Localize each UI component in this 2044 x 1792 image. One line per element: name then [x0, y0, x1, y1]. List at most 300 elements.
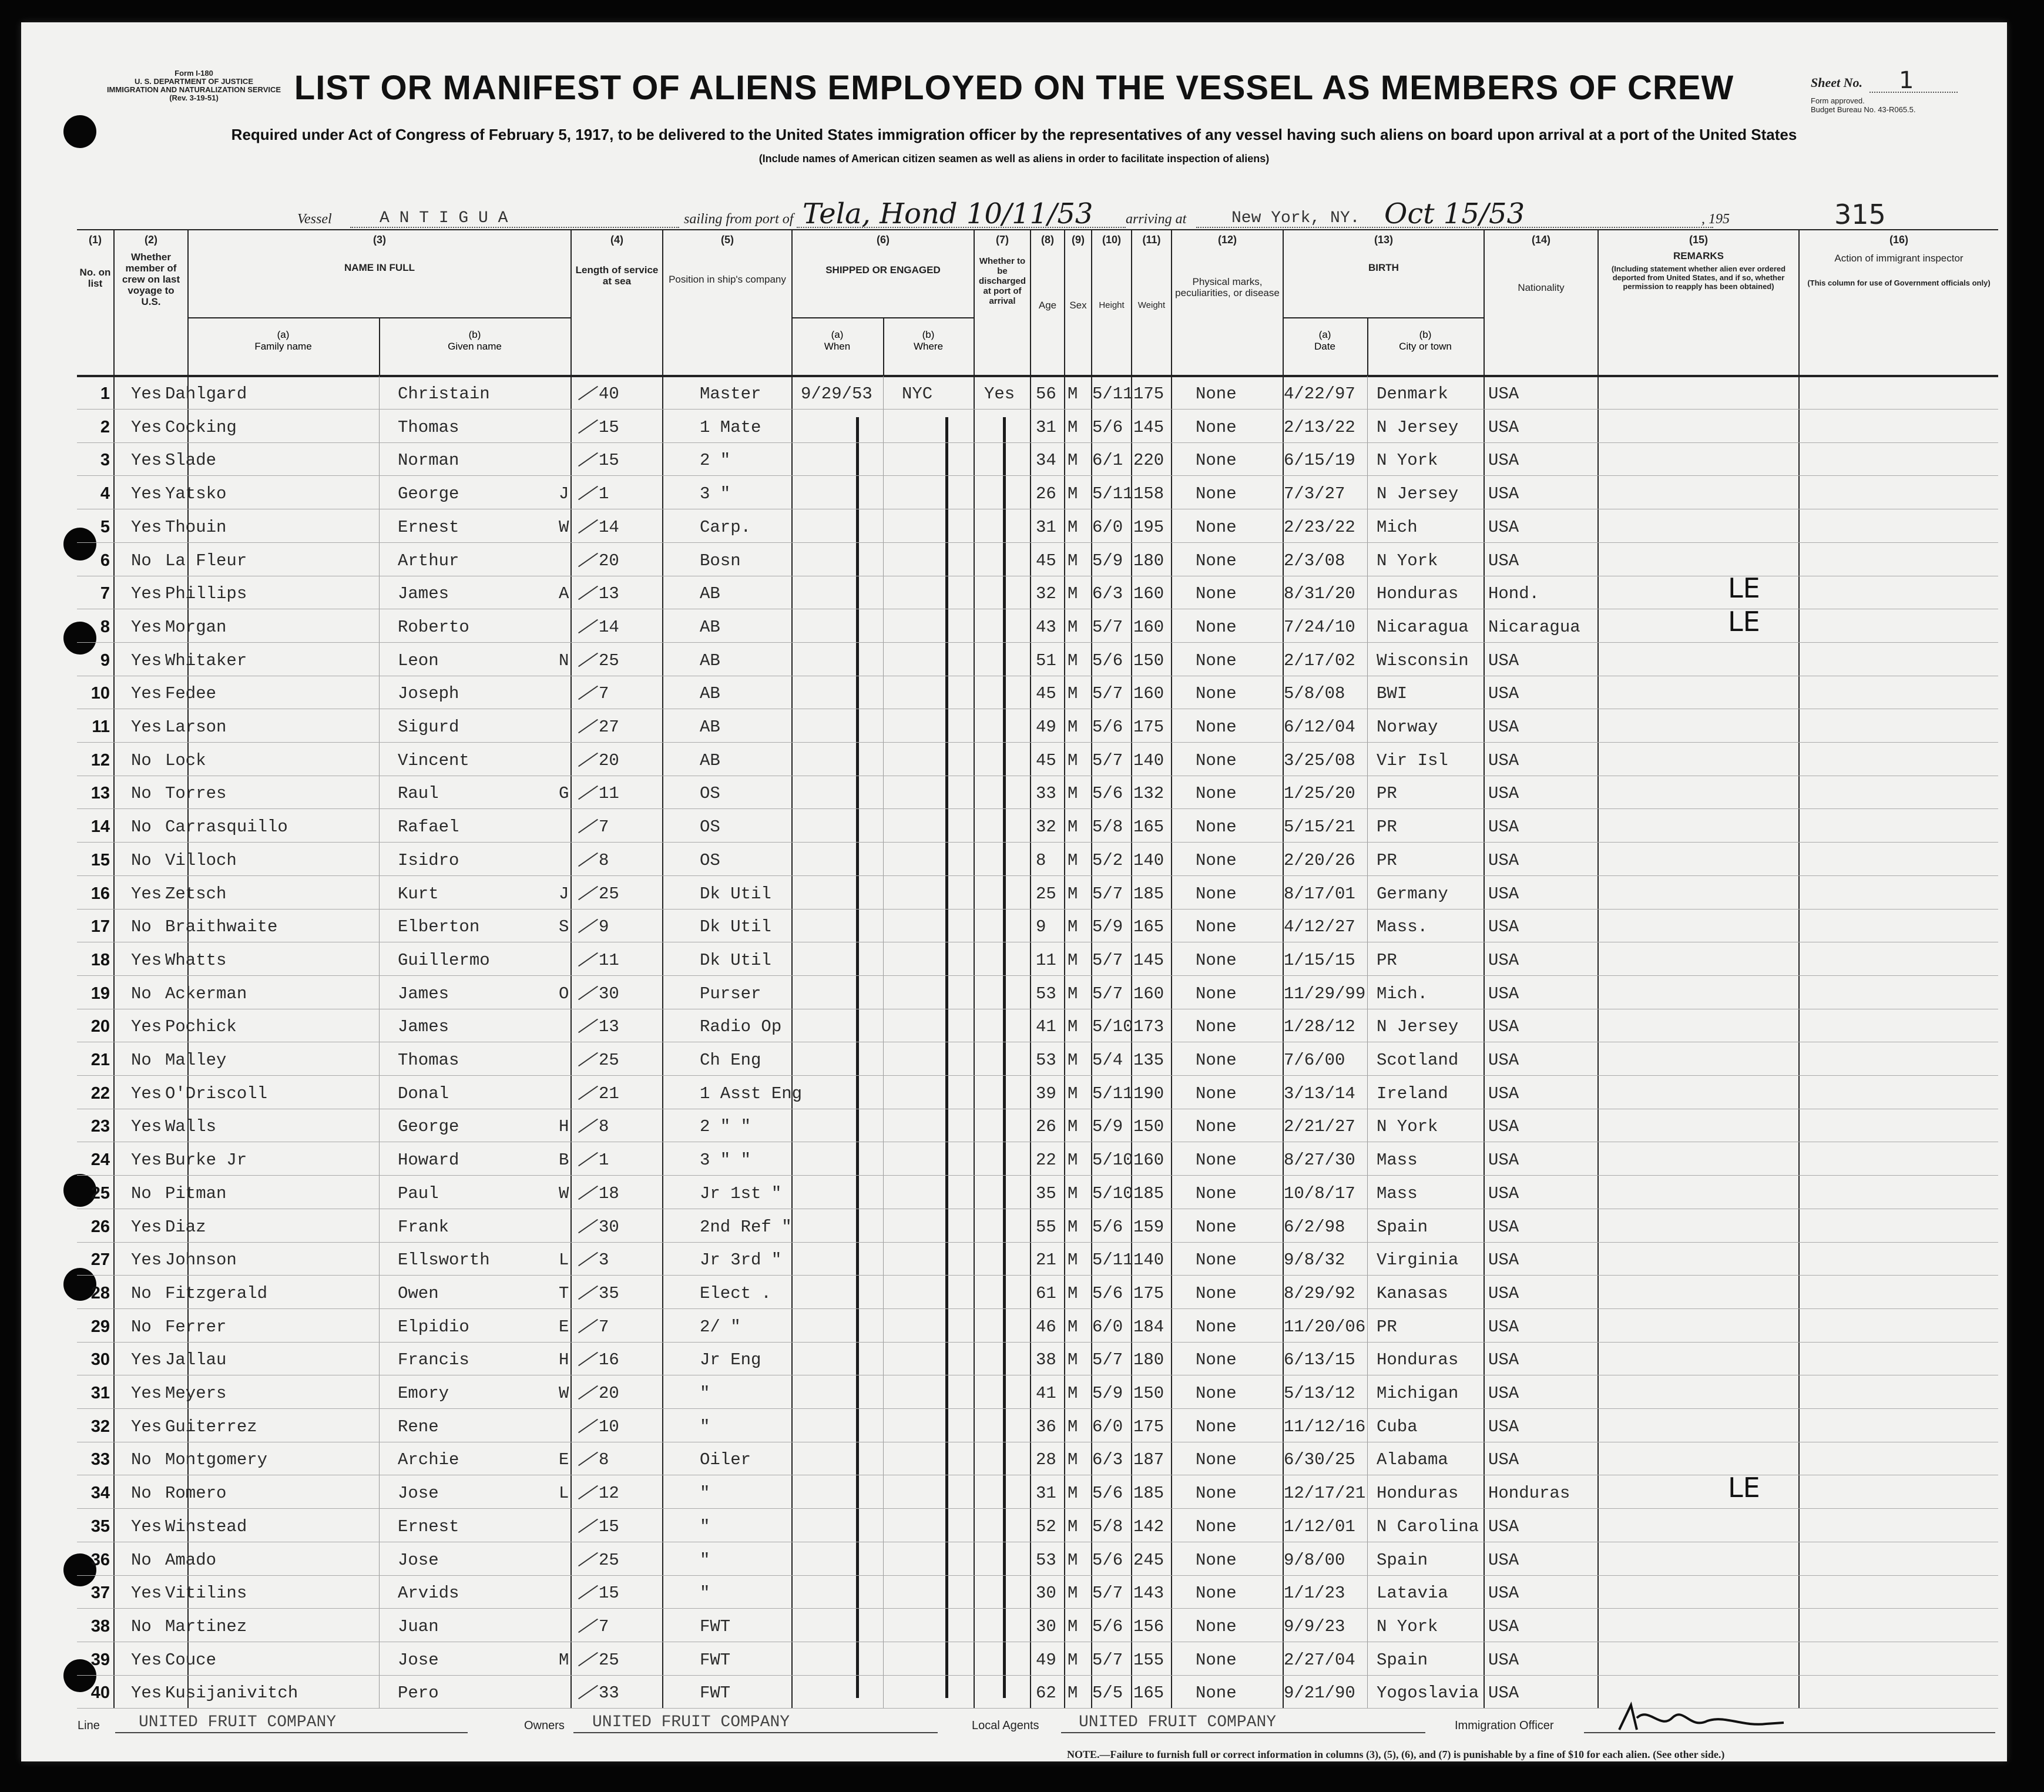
family-name: Dahlgard [165, 384, 247, 404]
family-name: Walls [165, 1117, 217, 1137]
sex: M [1068, 1217, 1078, 1237]
service-length: 25 [599, 1051, 619, 1070]
table-row [77, 1109, 1998, 1142]
physical-marks: None [1196, 984, 1237, 1004]
birth-place: Alabama [1377, 1450, 1448, 1470]
check-slash [578, 686, 598, 700]
service-length: 14 [599, 517, 619, 537]
table-row [77, 643, 1998, 676]
prev-voyage: No [131, 1283, 152, 1303]
service-length: 15 [599, 451, 619, 471]
service-length: 13 [599, 584, 619, 604]
birth-date: 5/15/21 [1284, 817, 1355, 837]
sex: M [1068, 417, 1078, 437]
given-name: James [398, 584, 449, 604]
birth-date: 9/21/90 [1284, 1683, 1355, 1703]
nationality: USA [1488, 1616, 1519, 1636]
age: 11 [1036, 950, 1056, 970]
nationality: USA [1488, 884, 1519, 904]
prev-voyage: Yes [131, 650, 162, 670]
family-name: Burke Jr [165, 1150, 247, 1170]
age: 56 [1036, 384, 1056, 404]
arrival-date: Oct 15/53 [1384, 197, 1525, 230]
birth-place: Nicaragua [1377, 617, 1469, 637]
table-row [77, 1009, 1998, 1042]
line-value: UNITED FRUIT COMPANY [139, 1713, 337, 1731]
weight: 220 [1133, 451, 1164, 471]
vessel-name: A N T I G U A [380, 209, 508, 227]
prev-voyage: Yes [131, 684, 162, 704]
physical-marks: None [1196, 1616, 1237, 1636]
sex: M [1068, 1350, 1078, 1370]
family-name: Yatsko [165, 484, 227, 504]
height: 5/6 [1092, 1550, 1123, 1570]
middle-initial: E [559, 1317, 569, 1337]
family-name: Kusijanivitch [165, 1683, 298, 1703]
table-row [77, 1176, 1998, 1209]
birth-date: 2/20/26 [1284, 850, 1355, 870]
header-col-9: (9) Sex [1064, 229, 1091, 376]
nationality: USA [1488, 384, 1519, 404]
nationality: USA [1488, 1117, 1519, 1137]
birth-date: 9/8/00 [1284, 1550, 1345, 1570]
service-length: 27 [599, 717, 619, 737]
birth-place: Spain [1377, 1550, 1428, 1570]
table-row [77, 1575, 1998, 1609]
height: 5/7 [1092, 950, 1123, 970]
row-number: 14 [90, 817, 110, 837]
given-name: Jose [398, 1484, 439, 1504]
weight: 132 [1133, 784, 1164, 804]
prev-voyage: Yes [131, 584, 162, 604]
position: 3 " [700, 484, 731, 504]
physical-marks: None [1196, 617, 1237, 637]
table-row [77, 809, 1998, 843]
service-length: 15 [599, 417, 619, 437]
table-row [77, 776, 1998, 809]
service-name: IMMIGRATION AND NATURALIZATION SERVICE [106, 85, 281, 94]
height: 6/3 [1092, 584, 1123, 604]
vessel-label: Vessel [297, 212, 332, 227]
birth-place: Kanasas [1377, 1283, 1448, 1303]
position: Dk Util [700, 884, 771, 904]
physical-marks: None [1196, 1417, 1237, 1437]
given-name: Elberton [398, 917, 480, 937]
given-name-header: (b) Given name [448, 329, 502, 352]
sex: M [1068, 384, 1078, 404]
row-number: 13 [90, 784, 110, 803]
row-number: 19 [90, 984, 110, 1003]
age: 32 [1036, 817, 1056, 837]
middle-initial: W [559, 1183, 569, 1203]
birth-place: BWI [1377, 684, 1408, 704]
prev-voyage: No [131, 817, 152, 837]
sex: M [1068, 917, 1078, 937]
age: 43 [1036, 617, 1056, 637]
birth-date: 6/13/15 [1284, 1350, 1355, 1370]
physical-marks: None [1196, 1051, 1237, 1070]
table-row [77, 1242, 1998, 1276]
check-slash [578, 1685, 598, 1700]
position: 2 " [700, 451, 731, 471]
family-name: Johnson [165, 1250, 237, 1270]
birth-place: Spain [1377, 1217, 1428, 1237]
table-row [77, 676, 1998, 709]
year-suffix: , 195 [1701, 212, 1730, 227]
birth-date: 2/3/08 [1284, 551, 1345, 571]
prev-voyage: Yes [131, 1516, 162, 1536]
check-slash [578, 819, 598, 834]
row-number: 5 [100, 517, 110, 536]
position: AB [700, 650, 720, 670]
position: OS [700, 817, 720, 837]
row-number: 23 [90, 1117, 110, 1136]
given-name: Howard [398, 1150, 459, 1170]
given-name: Archie [398, 1450, 459, 1470]
birth-place: N Carolina [1377, 1516, 1479, 1536]
prev-voyage: Yes [131, 884, 162, 904]
sheet-label: Sheet No. [1811, 75, 1862, 90]
check-slash [578, 1485, 598, 1500]
prev-voyage: No [131, 1317, 152, 1337]
prev-voyage: No [131, 750, 152, 770]
middle-initial: J [559, 484, 569, 504]
family-name-header: (a) Family name [254, 329, 312, 352]
height: 5/7 [1092, 984, 1123, 1004]
row-number: 1 [100, 384, 110, 403]
birth-place: Mass [1377, 1150, 1418, 1170]
sex: M [1068, 750, 1078, 770]
table-row [77, 909, 1998, 942]
birth-place: Germany [1377, 884, 1448, 904]
birth-place: Vir Isl [1377, 750, 1448, 770]
row-number: 21 [90, 1051, 110, 1069]
height: 5/7 [1092, 884, 1123, 904]
age: 61 [1036, 1283, 1056, 1303]
service-length: 9 [599, 917, 609, 937]
prev-voyage: Yes [131, 617, 162, 637]
middle-initial: W [559, 1384, 569, 1403]
physical-marks: None [1196, 1117, 1237, 1137]
height: 6/0 [1092, 1417, 1123, 1437]
middle-initial: A [559, 584, 569, 604]
sex: M [1068, 984, 1078, 1004]
position: " [700, 1384, 710, 1403]
agents-label: Local Agents [972, 1719, 1039, 1732]
family-name: Pochick [165, 1017, 237, 1037]
height: 5/6 [1092, 717, 1123, 737]
voyage-line [21, 199, 2007, 234]
height: 5/7 [1092, 1350, 1123, 1370]
birth-place: N York [1377, 451, 1438, 471]
sex: M [1068, 451, 1078, 471]
position: AB [700, 684, 720, 704]
family-name: Ferrer [165, 1317, 227, 1337]
family-name: Malley [165, 1051, 227, 1070]
nationality: USA [1488, 1250, 1519, 1270]
table-row [77, 1142, 1998, 1176]
sex: M [1068, 650, 1078, 670]
service-length: 7 [599, 684, 609, 704]
header-col-10: (10) Height [1091, 229, 1131, 376]
family-name: Villoch [165, 850, 237, 870]
prev-voyage: No [131, 1051, 152, 1070]
row-number: 9 [100, 650, 110, 670]
header-col-12: (12) Physical marks, peculiarities, or disease [1171, 229, 1283, 376]
weight: 160 [1133, 1150, 1164, 1170]
check-slash [578, 619, 598, 634]
height: 5/8 [1092, 817, 1123, 837]
physical-marks: None [1196, 584, 1237, 604]
age: 8 [1036, 850, 1046, 870]
given-name: Thomas [398, 1051, 459, 1070]
shipped-when: 9/29/53 [801, 384, 872, 404]
weight: 175 [1133, 1283, 1164, 1303]
height: 5/9 [1092, 551, 1123, 571]
header-col-16: (16) Action of immigrant inspector (This column for use of Government officials only) [1798, 229, 1998, 376]
given-name: Ernest [398, 517, 459, 537]
check-slash [578, 1119, 598, 1133]
row-number: 27 [90, 1250, 110, 1270]
weight: 160 [1133, 617, 1164, 637]
given-name: Norman [398, 451, 459, 471]
family-name: Whitaker [165, 650, 247, 670]
table-row [77, 1076, 1998, 1109]
nationality: USA [1488, 817, 1519, 837]
birth-place: Norway [1377, 717, 1438, 737]
sex: M [1068, 1384, 1078, 1403]
header-col-15: (15) REMARKS (Including statement whether alien ever ordered deported from United States, and if so, whether permission to reapply has been obtained) [1597, 229, 1798, 376]
position: Oiler [700, 1450, 751, 1470]
sex: M [1068, 617, 1078, 637]
department: U. S. DEPARTMENT OF JUSTICE [135, 77, 253, 86]
prev-voyage: No [131, 917, 152, 937]
age: 53 [1036, 984, 1056, 1004]
include-statement: (Include names of American citizen seamen as well as aliens in order to facilitate inspection of aliens) [758, 153, 1270, 165]
sex: M [1068, 551, 1078, 571]
prev-voyage: No [131, 1550, 152, 1570]
sex: M [1068, 1484, 1078, 1504]
age: 38 [1036, 1350, 1056, 1370]
vessel-dots [350, 227, 679, 228]
height: 5/11 [1092, 384, 1133, 404]
birth-date: 2/17/02 [1284, 650, 1355, 670]
position: Bosn [700, 551, 741, 571]
family-name: Montgomery [165, 1450, 268, 1470]
position: Jr Eng [700, 1350, 761, 1370]
physical-marks: None [1196, 1650, 1237, 1670]
nationality: USA [1488, 1317, 1519, 1337]
check-slash [578, 1152, 598, 1167]
nationality: USA [1488, 1183, 1519, 1203]
table-row [77, 1442, 1998, 1475]
middle-initial: B [559, 1150, 569, 1170]
birth-date: 2/21/27 [1284, 1117, 1355, 1137]
physical-marks: None [1196, 717, 1237, 737]
row-number: 6 [100, 551, 110, 570]
weight: 185 [1133, 1183, 1164, 1203]
family-name: Winstead [165, 1516, 247, 1536]
required-statement: Required under Act of Congress of February 5, 1917, to be delivered to the United States immigration officer by the representatives of any vessel having such aliens on board upon arrival at a port of the United States [231, 126, 1797, 143]
arriving-label: arriving at [1126, 212, 1187, 227]
table-row [77, 572, 1998, 609]
given-name: James [398, 984, 449, 1004]
weight: 180 [1133, 1350, 1164, 1370]
birth-date: 6/12/04 [1284, 717, 1355, 737]
birth-place: Honduras [1377, 1350, 1459, 1370]
position: Dk Util [700, 917, 771, 937]
service-length: 20 [599, 551, 619, 571]
position: FWT [700, 1650, 731, 1670]
physical-marks: None [1196, 650, 1237, 670]
given-name: Rafael [398, 817, 459, 837]
service-length: 25 [599, 1550, 619, 1570]
prev-voyage: Yes [131, 950, 162, 970]
nationality: USA [1488, 917, 1519, 937]
prev-voyage: Yes [131, 1150, 162, 1170]
given-name: James [398, 1017, 449, 1037]
sex: M [1068, 1150, 1078, 1170]
footnote: NOTE.—Failure to furnish full or correct information in columns (3), (5), (6), and (7) is punishable by a fine of $10 for each alien. (See other side.) [1067, 1749, 1725, 1760]
remark-handwritten: LE [1728, 1472, 1760, 1504]
check-slash [578, 853, 598, 867]
nationality: USA [1488, 1384, 1519, 1403]
position: 2 " " [700, 1117, 751, 1137]
family-name: Ackerman [165, 984, 247, 1004]
physical-marks: None [1196, 1516, 1237, 1536]
family-name: Fitzgerald [165, 1283, 268, 1303]
physical-marks: None [1196, 1150, 1237, 1170]
given-name: Frank [398, 1217, 449, 1237]
check-slash [578, 1652, 598, 1666]
family-name: Fedee [165, 684, 217, 704]
check-slash [578, 452, 598, 467]
physical-marks: None [1196, 684, 1237, 704]
service-length: 8 [599, 1450, 609, 1470]
sex: M [1068, 1450, 1078, 1470]
sex: M [1068, 1317, 1078, 1337]
row-number: 20 [90, 1017, 110, 1036]
physical-marks: None [1196, 1283, 1237, 1303]
birth-place: Virginia [1377, 1250, 1459, 1270]
check-slash [578, 719, 598, 734]
height: 5/8 [1092, 1516, 1123, 1536]
middle-initial: E [559, 1450, 569, 1470]
header-col-1: (1) No. on list [79, 234, 111, 289]
row-number: 2 [100, 417, 110, 437]
service-length: 18 [599, 1183, 619, 1203]
service-length: 10 [599, 1417, 619, 1437]
weight: 156 [1133, 1616, 1164, 1636]
height: 5/6 [1092, 650, 1123, 670]
weight: 180 [1133, 551, 1164, 571]
service-length: 33 [599, 1683, 619, 1703]
check-slash [578, 519, 598, 534]
physical-marks: None [1196, 417, 1237, 437]
birth-date: 4/22/97 [1284, 384, 1355, 404]
nationality: Hond. [1488, 584, 1540, 604]
position: AB [700, 750, 720, 770]
row-number: 33 [90, 1450, 110, 1469]
birth-date: 4/12/27 [1284, 917, 1355, 937]
prev-voyage: No [131, 1183, 152, 1203]
sex: M [1068, 1117, 1078, 1137]
prev-voyage: Yes [131, 1683, 162, 1703]
given-name: Ernest [398, 1516, 459, 1536]
birth-place: Ireland [1377, 1083, 1448, 1103]
check-slash [578, 1619, 598, 1633]
prev-voyage: No [131, 551, 152, 571]
where-header: (b) Where [913, 329, 944, 352]
family-name: Diaz [165, 1217, 206, 1237]
given-name: George [398, 484, 459, 504]
check-slash [578, 1552, 598, 1566]
service-length: 15 [599, 1583, 619, 1603]
physical-marks: None [1196, 1484, 1237, 1504]
weight: 175 [1133, 1417, 1164, 1437]
header-col-11: (11) Weight [1131, 229, 1171, 376]
service-length: 1 [599, 484, 609, 504]
family-name: Zetsch [165, 884, 227, 904]
height: 5/5 [1092, 1683, 1123, 1703]
prev-voyage: Yes [131, 484, 162, 504]
prev-voyage: Yes [131, 451, 162, 471]
sex: M [1068, 950, 1078, 970]
age: 30 [1036, 1616, 1056, 1636]
check-slash [578, 1385, 598, 1400]
weight: 184 [1133, 1317, 1164, 1337]
physical-marks: None [1196, 917, 1237, 937]
position: 2nd Ref " [700, 1217, 792, 1237]
prev-voyage: Yes [131, 1350, 162, 1370]
height: 6/1 [1092, 451, 1123, 471]
birth-place: Honduras [1377, 584, 1459, 604]
position: " [700, 1550, 710, 1570]
family-name: Morgan [165, 617, 227, 637]
position: FWT [700, 1683, 731, 1703]
given-name: Francis [398, 1350, 469, 1370]
nationality: USA [1488, 1683, 1519, 1703]
prev-voyage: Yes [131, 384, 162, 404]
middle-initial: S [559, 917, 569, 937]
weight: 165 [1133, 917, 1164, 937]
physical-marks: None [1196, 451, 1237, 471]
family-name: O'Driscoll [165, 1083, 268, 1103]
birth-date: 8/27/30 [1284, 1150, 1355, 1170]
age: 30 [1036, 1583, 1056, 1603]
position: Jr 1st " [700, 1183, 782, 1203]
nationality: USA [1488, 984, 1519, 1004]
table-row [77, 442, 1998, 476]
nationality: USA [1488, 1350, 1519, 1370]
birth-date: 7/3/27 [1284, 484, 1345, 504]
height: 5/2 [1092, 850, 1123, 870]
age: 41 [1036, 1017, 1056, 1037]
birth-place: PR [1377, 850, 1397, 870]
sex: M [1068, 1017, 1078, 1037]
prev-voyage: No [131, 784, 152, 804]
birth-place: Mass. [1377, 917, 1428, 937]
check-slash [578, 786, 598, 800]
form-approved-text: Form approved. [1811, 96, 1865, 105]
agents-value: UNITED FRUIT COMPANY [1079, 1713, 1277, 1731]
weight: 140 [1133, 850, 1164, 870]
age: 53 [1036, 1550, 1056, 1570]
birth-subrule [1283, 317, 1484, 318]
service-length: 7 [599, 1616, 609, 1636]
family-name: Thouin [165, 517, 227, 537]
family-name: Carrasquillo [165, 817, 288, 837]
